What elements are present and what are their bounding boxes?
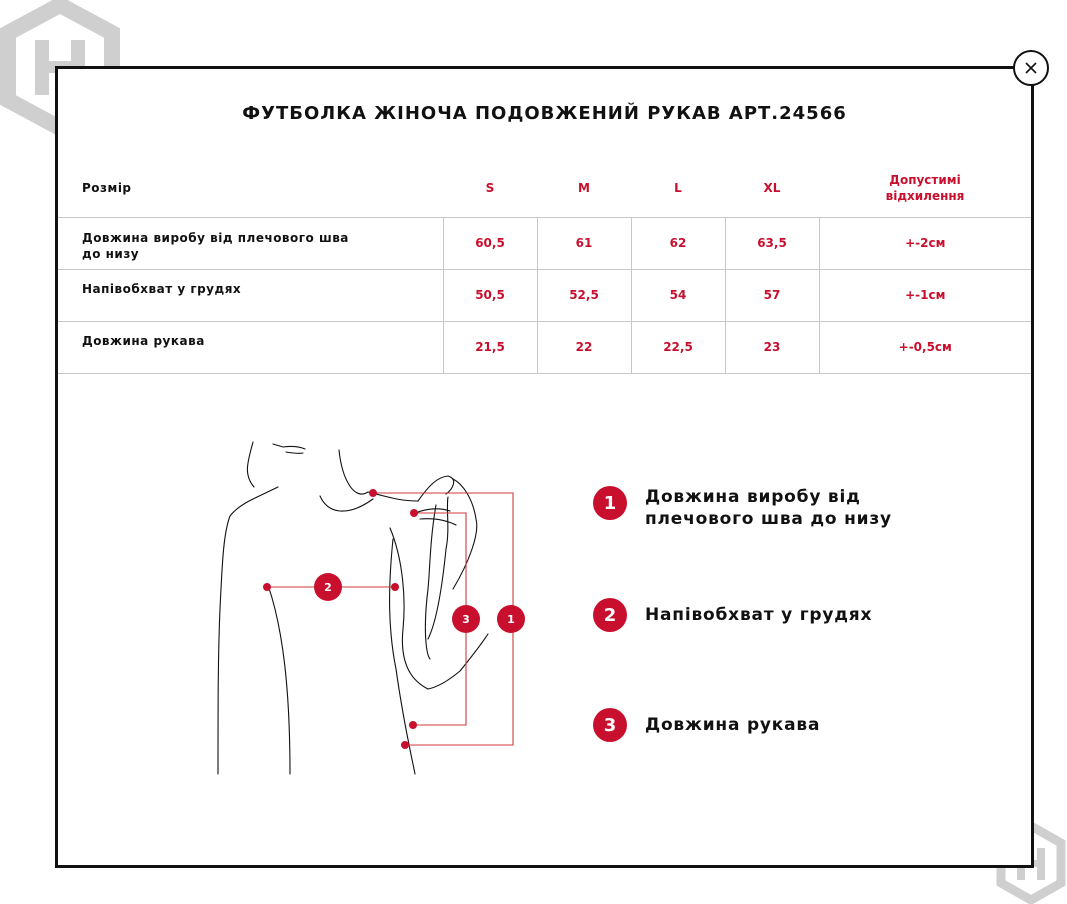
row-label: Довжина рукава — [58, 321, 443, 373]
legend-item — [593, 598, 915, 632]
header-xl: XL — [725, 159, 819, 217]
cell-tolerance: +-1см — [819, 269, 1031, 321]
marker-2 — [314, 573, 342, 601]
cell-xl: 23 — [725, 321, 819, 373]
legend-text: Довжина рукава — [645, 715, 821, 735]
close-icon — [1024, 61, 1038, 75]
cell-m: 61 — [537, 217, 631, 269]
size-chart-modal — [55, 66, 1034, 868]
cell-xl: 63,5 — [725, 217, 819, 269]
cell-m: 22 — [537, 321, 631, 373]
legend-text: Довжина виробу від плечового шва до низу — [645, 487, 892, 529]
legend-number: 3 — [593, 708, 627, 742]
legend-item — [593, 708, 915, 742]
cell-s: 50,5 — [443, 269, 537, 321]
cell-xl: 57 — [725, 269, 819, 321]
cell-l: 54 — [631, 269, 725, 321]
row-label: Напівобхват у грудях — [58, 269, 443, 321]
legend-number: 1 — [593, 486, 627, 520]
marker-1 — [497, 605, 525, 633]
header-l: L — [631, 159, 725, 217]
header-s: S — [443, 159, 537, 217]
header-size: Розмір — [58, 159, 443, 217]
legend-text: Напівобхват у грудях — [645, 605, 873, 625]
cell-s: 60,5 — [443, 217, 537, 269]
legend-number: 2 — [593, 598, 627, 632]
marker-2-label: 2 — [324, 581, 332, 594]
body-outline-icon — [218, 442, 488, 774]
header-m: M — [537, 159, 631, 217]
cell-tolerance: +-0,5см — [819, 321, 1031, 373]
cell-l: 22,5 — [631, 321, 725, 373]
legend-item — [593, 486, 915, 530]
marker-1-label: 1 — [507, 613, 515, 626]
cell-tolerance: +-2см — [819, 217, 1031, 269]
measurement-diagram — [58, 69, 1031, 865]
row-label: Довжина виробу від плечового шва до низу — [58, 217, 443, 269]
marker-3 — [452, 605, 480, 633]
cell-m: 52,5 — [537, 269, 631, 321]
modal-title: ФУТБОЛКА ЖІНОЧА ПОДОВЖЕНИЙ РУКАВ АРТ.24566 — [242, 103, 847, 124]
cell-s: 21,5 — [443, 321, 537, 373]
close-button[interactable] — [1013, 50, 1049, 86]
header-tolerance: Допустимі відхилення — [819, 159, 1031, 217]
marker-3-label: 3 — [462, 613, 470, 626]
cell-l: 62 — [631, 217, 725, 269]
